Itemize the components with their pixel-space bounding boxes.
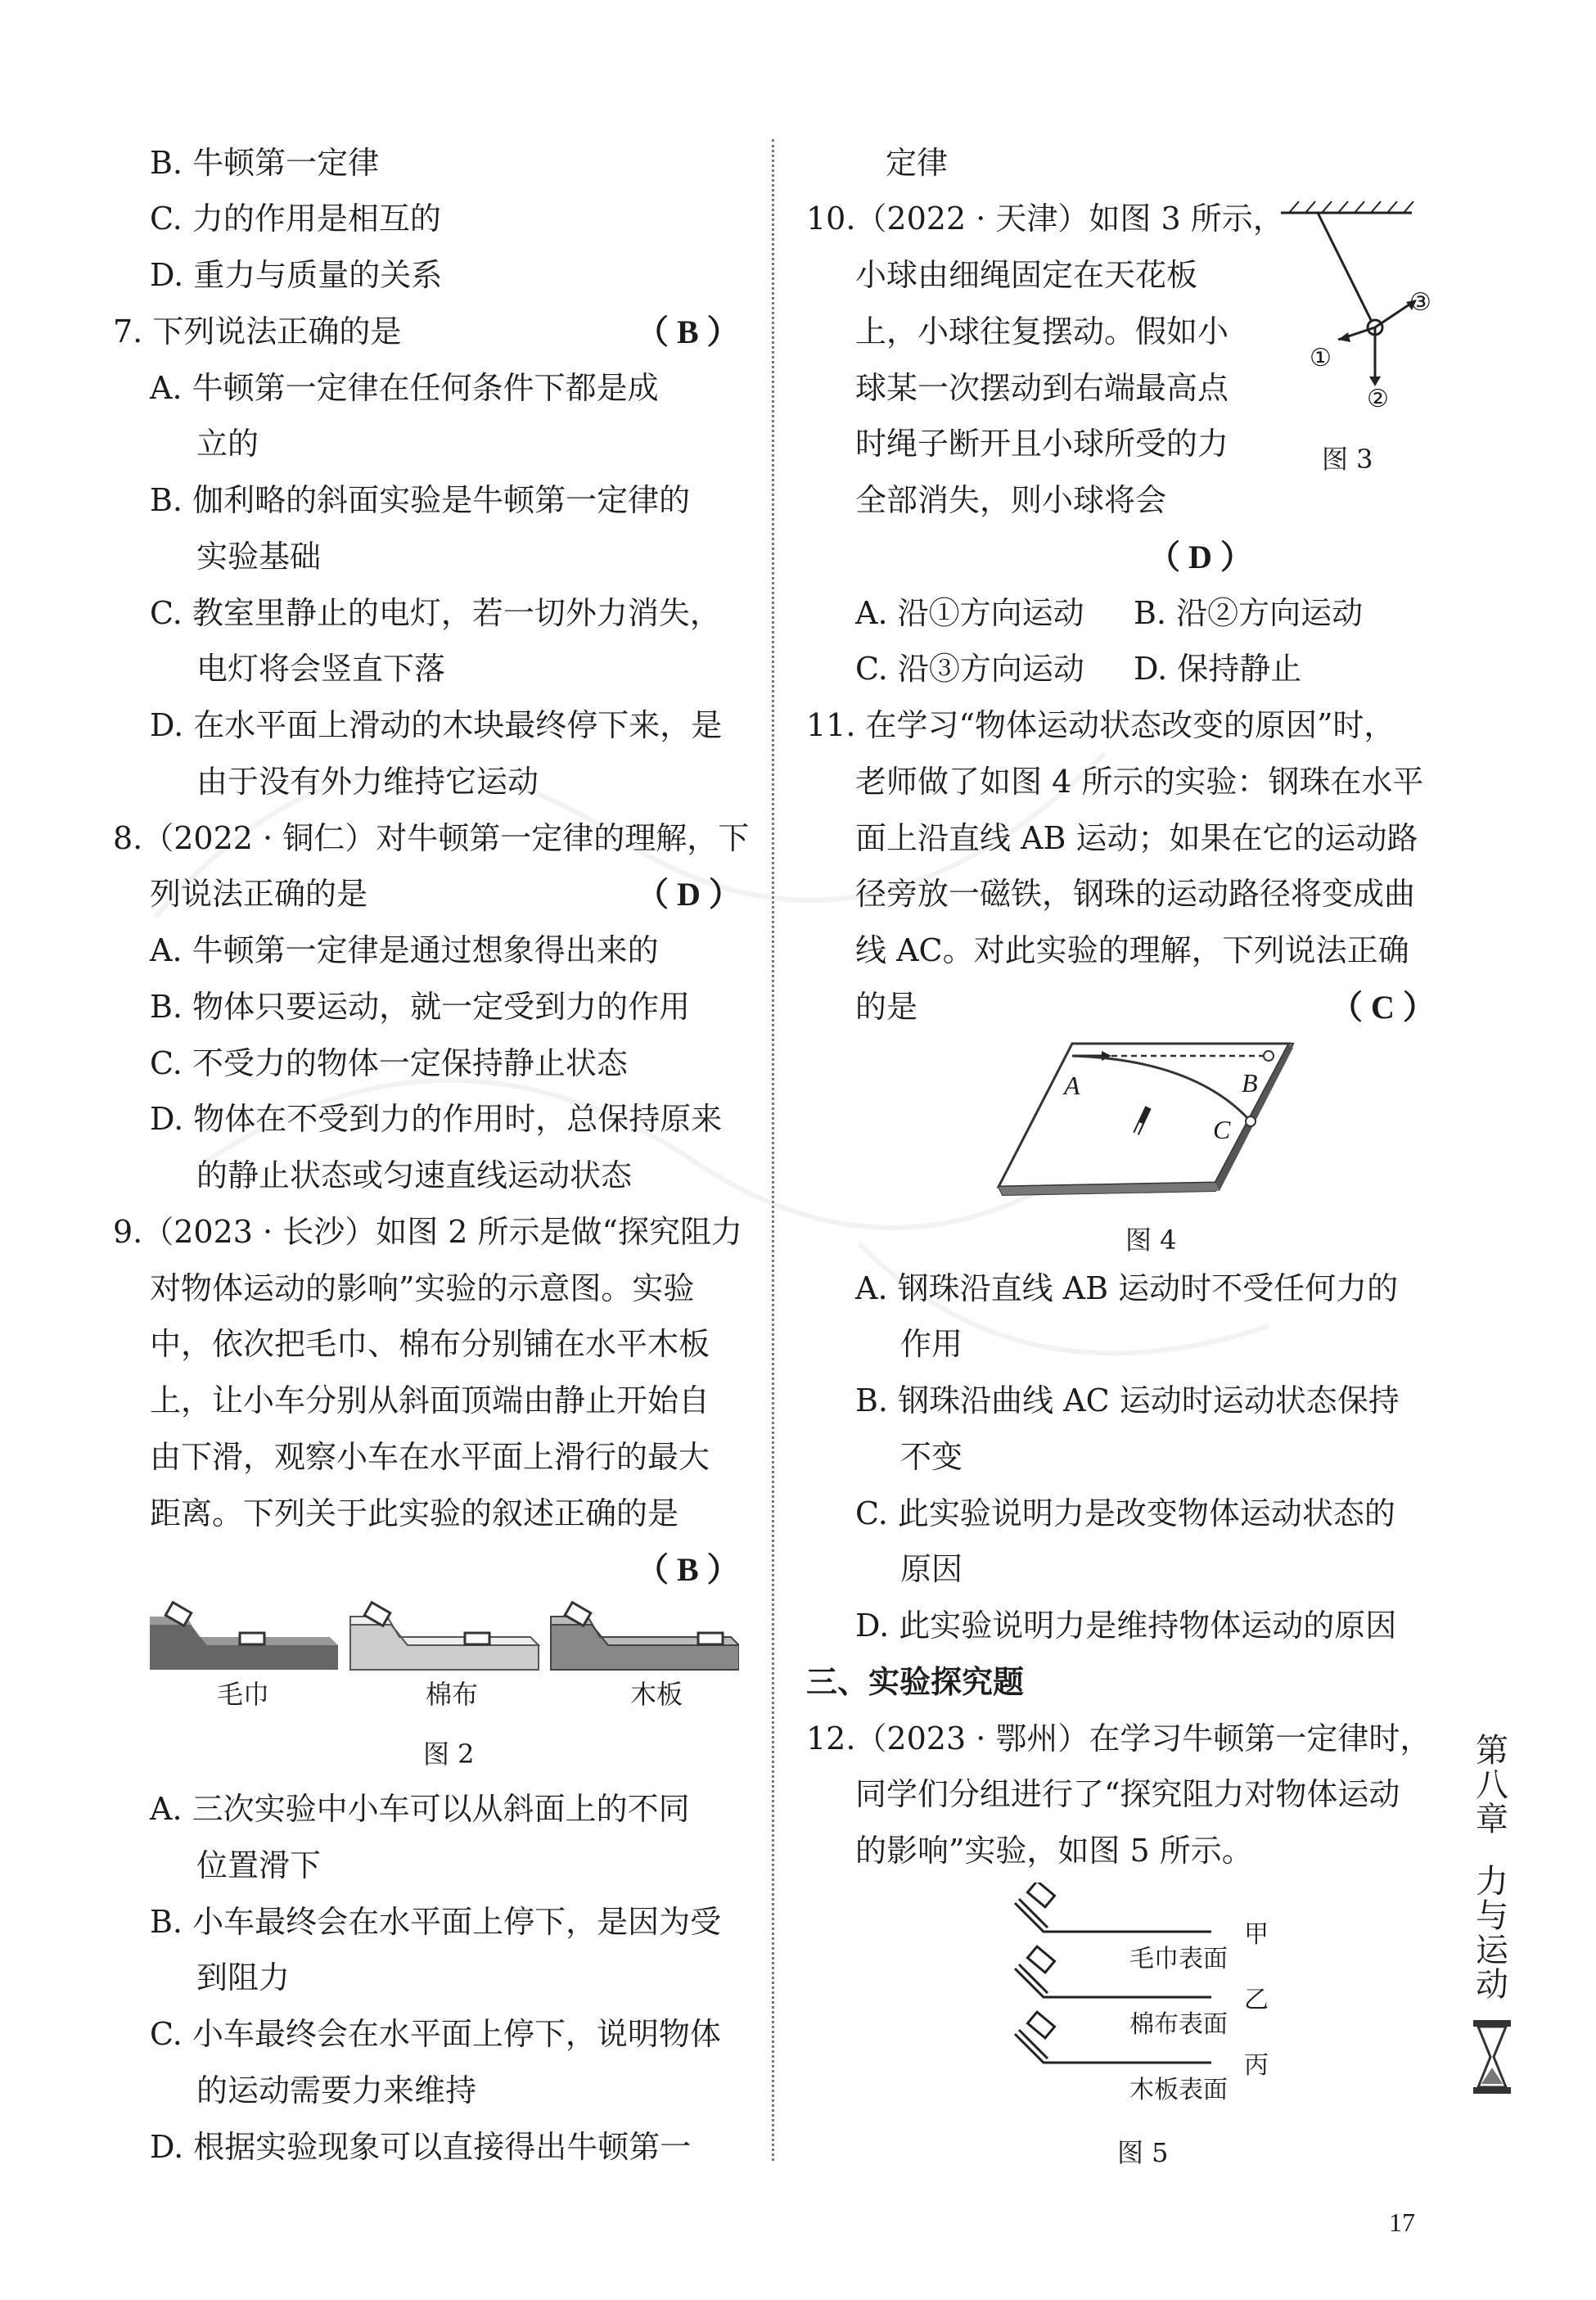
q11-option-b: B. 钢珠沿曲线 AC 运动时运动状态保持 — [855, 1382, 1400, 1418]
fig3-caption: 图 3 — [1322, 444, 1373, 475]
q7-option-a-cont: 立的 — [196, 426, 259, 462]
q6-option-b: B. 牛顿第一定律 — [150, 145, 380, 181]
q10-stem-6: 全部消失，则小球将会 — [855, 482, 1167, 518]
q11-stem: 11. 在学习“物体运动状态改变的原因”时， — [806, 707, 1395, 743]
q7-option-c: C. 教室里静止的电灯，若一切外力消失， — [150, 595, 721, 631]
q10-option-a: A. 沿①方向运动 — [855, 595, 1084, 631]
fig5-caption: 图 5 — [1117, 2137, 1169, 2168]
q7-option-c-cont: 电灯将会竖直下落 — [196, 651, 446, 687]
q9-stem-5: 由下滑，观察小车在水平面上滑行的最大 — [150, 1439, 710, 1475]
q10-answer: （ D ） — [1147, 539, 1253, 575]
fig2-label-towel: 毛巾 — [217, 1679, 270, 1710]
q7-option-a: A. 牛顿第一定律在任何条件下都是成 — [150, 370, 659, 406]
q10-stem-5: 时绳子断开且小球所受的力 — [855, 426, 1229, 462]
wood-ramp — [551, 1603, 739, 1670]
q7-option-d-cont: 由于没有外力维持它运动 — [196, 764, 539, 800]
q10-stem-4: 球某一次摆动到右端最高点 — [855, 370, 1229, 406]
fig4-label-b: B — [1242, 1068, 1258, 1098]
q9-answer: （ B ） — [636, 1551, 740, 1588]
pendulum-string — [1318, 213, 1373, 323]
q10-option-c: C. 沿③方向运动 — [855, 651, 1084, 687]
towel-ramp — [150, 1603, 338, 1670]
q9-option-a: A. 三次实验中小车可以从斜面上的不同 — [150, 1791, 690, 1827]
q10-stem: 10.（2022 · 天津）如图 3 所示， — [806, 201, 1284, 237]
q9-option-a-cont: 位置滑下 — [196, 1847, 322, 1883]
fig5-tag-jia: 甲 — [1244, 1920, 1269, 1949]
q9-stem-2: 对物体运动的影响”实验的示意图。实验 — [150, 1270, 695, 1306]
chapter-char-6: 运 — [1476, 1932, 1508, 1969]
q8-option-b: B. 物体只要运动，就一定受到力的作用 — [150, 989, 691, 1025]
fig5-surface-towel: 毛巾表面 — [1129, 1945, 1228, 1973]
q11-stem-6: 的是 — [855, 989, 918, 1025]
chapter-char-1: 第 — [1476, 1732, 1508, 1770]
q7-answer: （ B ） — [636, 313, 740, 350]
q11-stem-2: 老师做了如图 4 所示的实验：钢珠在水平 — [855, 764, 1424, 800]
q6-option-c: C. 力的作用是相互的 — [150, 201, 441, 237]
q8-stem: 8.（2022 · 铜仁）对牛顿第一定律的理解，下 — [113, 820, 750, 856]
q11-stem-3: 面上沿直线 AB 运动；如果在它的运动路 — [855, 820, 1418, 856]
fig3-marker-3: ③ — [1409, 288, 1431, 317]
figure-2-ramps — [150, 1600, 739, 1674]
q6-option-d: D. 重力与质量的关系 — [150, 257, 443, 293]
fig2-caption: 图 2 — [423, 1739, 475, 1770]
q11-stem-4: 径旁放一磁铁，钢珠的运动路径将变成曲 — [855, 876, 1416, 912]
q9-stem-6: 距离。下列关于此实验的叙述正确的是 — [150, 1495, 679, 1531]
fig2-label-cotton: 棉布 — [426, 1679, 479, 1710]
q11-option-c: C. 此实验说明力是改变物体运动状态的 — [855, 1495, 1395, 1531]
q7-stem: 7. 下列说法正确的是 — [113, 313, 402, 350]
fig4-label-c: C — [1213, 1115, 1231, 1144]
q11-option-b-cont: 不变 — [900, 1439, 963, 1475]
q8-stem-cont: 列说法正确的是 — [150, 876, 368, 912]
q12-stem-2: 同学们分组进行了“探究阻力对物体运动 — [855, 1776, 1400, 1812]
chapter-char-4: 力 — [1476, 1863, 1508, 1901]
q10-stem-3: 上，小球往复摆动。假如小 — [855, 313, 1229, 350]
fig5-surface-wood: 木板表面 — [1129, 2076, 1228, 2104]
fig5-surface-cotton: 棉布表面 — [1129, 2010, 1228, 2039]
q11-stem-5: 线 AC。对此实验的理解，下列说法正确 — [855, 932, 1409, 968]
q11-answer: （ C ） — [1330, 989, 1436, 1026]
q7-option-b-cont: 实验基础 — [196, 539, 322, 575]
q11-option-c-cont: 原因 — [900, 1551, 963, 1587]
q8-option-d-cont: 的静止状态或匀速直线运动状态 — [196, 1157, 633, 1193]
q7-option-b: B. 伽利略的斜面实验是牛顿第一定律的 — [150, 482, 691, 518]
q8-answer: （ D ） — [636, 876, 742, 913]
q9-option-c-cont: 的运动需要力来维持 — [196, 2072, 477, 2108]
q9-option-b: B. 小车最终会在水平面上停下，是因为受 — [150, 1904, 722, 1940]
q8-option-a: A. 牛顿第一定律是通过想象得出来的 — [150, 932, 659, 968]
q10-option-d: D. 保持静止 — [1134, 651, 1302, 687]
q8-option-c: C. 不受力的物体一定保持静止状态 — [150, 1045, 628, 1081]
q11-option-d: D. 此实验说明力是维持物体运动的原因 — [855, 1608, 1397, 1644]
fig4-caption: 图 4 — [1125, 1224, 1177, 1256]
chapter-char-3: 章 — [1476, 1801, 1508, 1838]
hourglass-icon — [1472, 2020, 1513, 2094]
column-divider — [772, 139, 774, 2161]
figure-4-board — [990, 1035, 1301, 1199]
q9-stem-4: 上，让小车分别从斜面顶端由静止开始自 — [150, 1382, 710, 1418]
q9-option-d-cont: 定律 — [886, 145, 949, 181]
fig3-marker-1: ① — [1310, 344, 1332, 372]
cotton-ramp — [350, 1603, 539, 1670]
q11-option-a: A. 钢珠沿直线 AB 运动时不受任何力的 — [855, 1270, 1399, 1306]
q10-option-b: B. 沿②方向运动 — [1134, 595, 1364, 631]
q9-stem-3: 中，依次把毛巾、棉布分别铺在水平木板 — [150, 1326, 710, 1362]
q9-option-b-cont: 到阻力 — [196, 1960, 291, 1996]
fig5-tag-yi: 乙 — [1244, 1986, 1269, 2014]
q12-stem: 12.（2023 · 鄂州）在学习牛顿第一定律时， — [806, 1720, 1431, 1757]
q12-stem-3: 的影响”实验，如图 5 所示。 — [855, 1833, 1253, 1869]
q11-option-a-cont: 作用 — [900, 1326, 963, 1362]
q9-option-c: C. 小车最终会在水平面上停下，说明物体 — [150, 2016, 721, 2052]
q8-option-d: D. 物体在不受到力的作用时，总保持原来 — [150, 1101, 723, 1137]
q7-option-d: D. 在水平面上滑动的木块最终停下来，是 — [150, 707, 723, 743]
fig5-tag-bing: 丙 — [1244, 2051, 1269, 2080]
q10-stem-2: 小球由细绳固定在天花板 — [855, 257, 1198, 293]
chapter-char-5: 与 — [1476, 1897, 1508, 1935]
chapter-char-7: 动 — [1476, 1966, 1508, 2004]
q9-stem: 9.（2023 · 长沙）如图 2 所示是做“探究阻力 — [113, 1214, 742, 1250]
fig3-marker-2: ② — [1367, 385, 1389, 413]
section-heading: 三、实验探究题 — [806, 1664, 1025, 1700]
chapter-char-2: 八 — [1476, 1766, 1508, 1804]
page-number: 17 — [1389, 2208, 1415, 2237]
fig4-label-a: A — [1064, 1071, 1080, 1100]
q9-option-d: D. 根据实验现象可以直接得出牛顿第一 — [150, 2129, 692, 2165]
fig2-label-wood: 木板 — [630, 1679, 683, 1710]
